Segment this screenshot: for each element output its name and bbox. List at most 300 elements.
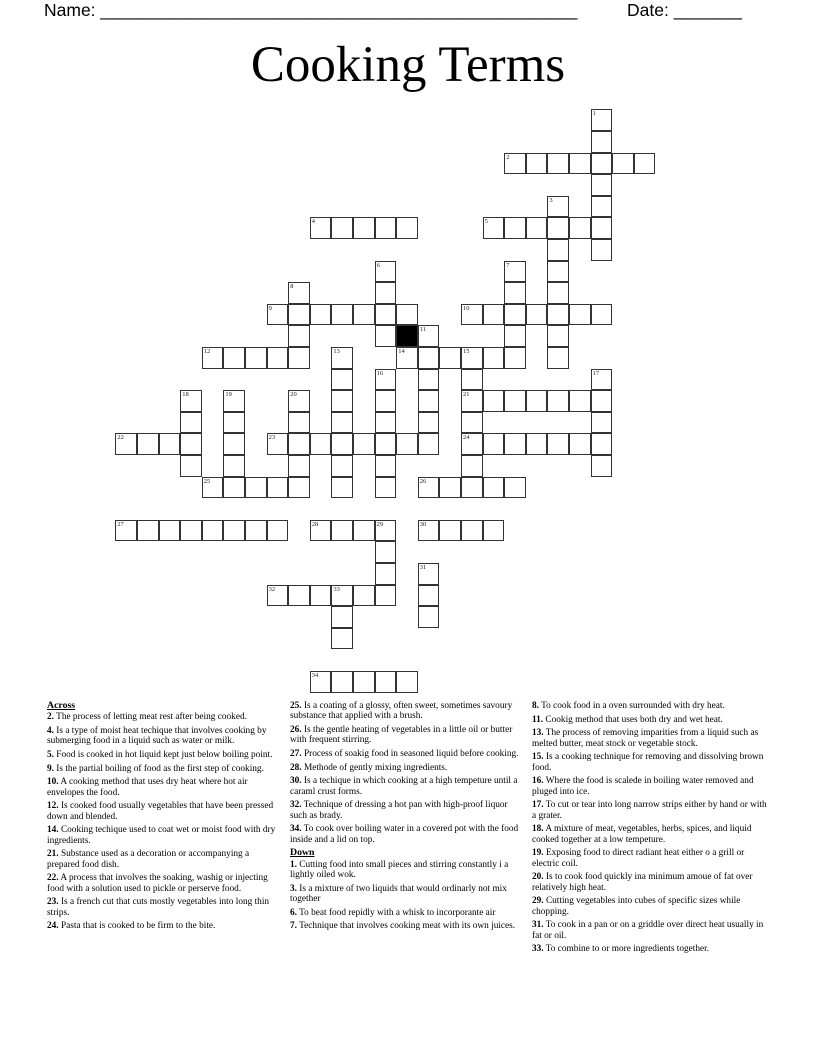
clue-item — [290, 749, 525, 759]
grid-cell[interactable] — [547, 347, 569, 369]
grid-cell[interactable] — [396, 433, 418, 455]
grid-cell[interactable] — [375, 455, 397, 477]
clue-item — [290, 908, 525, 918]
grid-cell[interactable] — [591, 369, 613, 391]
grid-cell[interactable] — [245, 347, 267, 369]
grid-cell[interactable] — [223, 390, 245, 412]
grid-cell[interactable] — [547, 261, 569, 283]
grid-cell[interactable] — [547, 239, 569, 261]
down-heading: Down — [290, 847, 315, 859]
grid-cell[interactable] — [418, 520, 440, 542]
grid-cell[interactable] — [375, 477, 397, 499]
grid-cell[interactable] — [547, 217, 569, 239]
clue-item — [47, 921, 282, 931]
grid-cell[interactable] — [547, 153, 569, 175]
grid-cell[interactable] — [461, 347, 483, 369]
grid-cell[interactable] — [418, 563, 440, 585]
grid-cell[interactable] — [591, 390, 613, 412]
grid-cell[interactable] — [504, 217, 526, 239]
name-field[interactable]: Name: _________________________________________________ — [44, 0, 578, 20]
grid-cell[interactable] — [375, 671, 397, 693]
clue-number: 3. — [290, 883, 297, 894]
cell-number: 30 — [419, 520, 427, 528]
grid-cell[interactable] — [115, 433, 137, 455]
grid-cell[interactable] — [461, 477, 483, 499]
clue-item — [47, 764, 282, 774]
grid-cell[interactable] — [331, 369, 353, 391]
clues-column-1 — [47, 701, 282, 935]
clue-number: 6. — [290, 907, 297, 918]
cell-number: 1 — [592, 110, 596, 118]
clue-text: A mixture of meat, vegetables, herbs, spices, and liquid cooked together at a low tempeture. — [532, 824, 752, 845]
grid-cell[interactable] — [375, 282, 397, 304]
grid-cell[interactable] — [223, 347, 245, 369]
grid-cell[interactable] — [461, 520, 483, 542]
cell-number: 27 — [117, 520, 124, 528]
grid-cell[interactable] — [504, 477, 526, 499]
cell-number: 24 — [463, 434, 470, 442]
grid-cell[interactable] — [461, 412, 483, 434]
grid-cell[interactable] — [267, 520, 289, 542]
grid-cell[interactable] — [634, 153, 656, 175]
grid-cell[interactable] — [331, 390, 353, 412]
grid-cell[interactable] — [288, 282, 310, 304]
cell-number: 6 — [376, 261, 380, 269]
grid-cell[interactable] — [418, 606, 440, 628]
clue-item — [532, 944, 767, 954]
grid-cell[interactable] — [223, 433, 245, 455]
clue-text: To beat food repidly with a whisk to incorporante air — [296, 907, 496, 918]
page-title: Cooking Terms — [250, 37, 566, 93]
clue-item — [290, 776, 525, 797]
grid-cell[interactable] — [526, 217, 548, 239]
clue-text: A process that involves the soaking, washig or injecting food with a solution used to pickle or perserve food. — [47, 873, 268, 894]
clue-text: Food is cooked in hot liquid kept just below boiling point. — [53, 749, 273, 760]
grid-cell[interactable] — [547, 390, 569, 412]
grid-cell[interactable] — [331, 217, 353, 239]
clue-item — [47, 825, 282, 846]
clue-text: Is the partial boiling of food as the first step of cooking. — [53, 763, 264, 774]
clue-item — [532, 824, 767, 845]
grid-cell[interactable] — [569, 153, 591, 175]
grid-cell[interactable] — [483, 433, 505, 455]
cell-number: 11 — [419, 326, 427, 334]
grid-cell[interactable] — [547, 325, 569, 347]
grid-cell[interactable] — [461, 455, 483, 477]
clue-item — [47, 801, 282, 822]
clue-item — [290, 921, 525, 931]
grid-cell[interactable] — [180, 390, 202, 412]
grid-cell[interactable] — [202, 347, 224, 369]
clue-number: 9. — [47, 763, 54, 774]
grid-cell[interactable] — [353, 671, 375, 693]
cell-number: 28 — [311, 520, 319, 528]
grid-cell[interactable] — [331, 477, 353, 499]
grid-cell[interactable] — [288, 304, 310, 326]
clue-number: 26. — [290, 724, 302, 735]
date-field[interactable]: Date: _______ — [627, 0, 742, 20]
grid-cell[interactable] — [461, 390, 483, 412]
grid-cell[interactable] — [504, 282, 526, 304]
clue-item — [47, 726, 282, 747]
grid-cell[interactable] — [591, 217, 613, 239]
grid-cell[interactable] — [439, 477, 461, 499]
grid-cell[interactable] — [331, 628, 353, 650]
clue-item — [47, 873, 282, 894]
clue-item — [290, 824, 525, 845]
clue-number: 10. — [47, 777, 59, 788]
clue-number: 13. — [532, 728, 544, 739]
cell-number: 15 — [463, 348, 470, 355]
grid-cell[interactable] — [267, 433, 289, 455]
clue-number: 27. — [290, 748, 302, 759]
clues-column-2 — [290, 701, 525, 935]
clue-number: 11. — [532, 714, 544, 725]
grid-cell[interactable] — [439, 520, 461, 542]
cell-number: 3 — [549, 196, 553, 204]
grid-cell[interactable] — [267, 304, 289, 326]
clue-item — [47, 750, 282, 760]
grid-cell[interactable] — [504, 325, 526, 347]
clue-number: 20. — [532, 872, 544, 883]
clue-number: 32. — [290, 800, 302, 811]
cell-number: 2 — [506, 153, 510, 161]
grid-cell[interactable] — [396, 304, 418, 326]
grid-cell[interactable] — [331, 347, 353, 369]
clues-column-3 — [532, 701, 767, 958]
grid-cell[interactable] — [375, 520, 397, 542]
clue-number: 2. — [47, 712, 54, 723]
grid-cell[interactable] — [504, 261, 526, 283]
grid-cell[interactable] — [137, 433, 159, 455]
grid-cell[interactable] — [591, 455, 613, 477]
clue-number: 23. — [47, 897, 59, 908]
clue-text: Pasta that is cooked to be firm to the bite. — [58, 921, 216, 932]
clue-item — [290, 725, 525, 746]
grid-cell[interactable] — [526, 153, 548, 175]
grid-cell[interactable] — [310, 217, 332, 239]
clue-text: Is a type of moist heat techique that involves cooking by submerging food in a liquid such as water or milk. — [47, 725, 267, 747]
clue-item — [47, 777, 282, 798]
grid-cell[interactable] — [310, 433, 332, 455]
grid-cell[interactable] — [267, 347, 289, 369]
grid-cell[interactable] — [288, 325, 310, 347]
grid-cell[interactable] — [331, 433, 353, 455]
grid-cell[interactable] — [591, 304, 613, 326]
clue-text: The process of removing imparities from a liquid such as melted butter, meat stock or vegetable stock. — [532, 728, 759, 749]
cell-number: 18 — [182, 391, 189, 399]
clue-text: Is a mixture of two liquids that would ordinarly not mix together — [290, 883, 507, 904]
clue-item — [532, 701, 767, 711]
cell-number: 4 — [311, 218, 316, 226]
grid-cell[interactable] — [569, 433, 591, 455]
grid-cell[interactable] — [504, 433, 526, 455]
grid-cell[interactable] — [331, 412, 353, 434]
clue-number: 1. — [290, 859, 297, 870]
clue-text: Is a french cut that cuts mostly vegetables into long thin strips. — [47, 897, 270, 918]
grid-cell[interactable] — [331, 455, 353, 477]
grid-cell[interactable] — [267, 585, 289, 607]
grid-cell[interactable] — [418, 433, 440, 455]
grid-cell[interactable] — [245, 477, 267, 499]
grid-cell[interactable] — [396, 347, 418, 369]
across-heading: Across — [47, 700, 76, 711]
clue-text: To cook over boiling water in a covered pot with the food inside and a lid on top. — [290, 824, 519, 845]
grid-cell[interactable] — [547, 304, 569, 326]
grid-cell[interactable] — [569, 304, 591, 326]
grid-cell[interactable] — [288, 455, 310, 477]
grid-cell[interactable] — [310, 585, 332, 607]
cell-number: 22 — [117, 434, 124, 442]
cell-number: 16 — [376, 369, 384, 377]
grid-cell[interactable] — [375, 390, 397, 412]
clue-item — [47, 849, 282, 870]
grid-cell[interactable] — [353, 585, 375, 607]
clue-text: Exposing food to direct radiant heat either o a grill or electric coil. — [532, 848, 745, 869]
clue-text: To cut or tear into long narrow strips either by hand or with a grater. — [532, 800, 767, 821]
grid-cell[interactable] — [353, 217, 375, 239]
grid-cell[interactable] — [418, 347, 440, 369]
clue-number: 18. — [532, 824, 544, 835]
grid-cell[interactable] — [288, 433, 310, 455]
grid-cell[interactable] — [418, 390, 440, 412]
grid-cell[interactable] — [504, 390, 526, 412]
clue-text: Is a coating of a glossy, often sweet, sometimes savoury substance that applied with a brush. — [290, 701, 513, 722]
grid-cell[interactable] — [483, 477, 505, 499]
cell-number: 33 — [333, 585, 340, 593]
grid-cell[interactable] — [439, 347, 461, 369]
clue-number: 19. — [532, 848, 544, 859]
cell-number: 25 — [203, 477, 211, 485]
cell-number: 34 — [311, 672, 319, 679]
clue-number: 5. — [47, 749, 54, 760]
grid-cell[interactable] — [591, 153, 613, 175]
grid-cell[interactable] — [591, 196, 613, 218]
grid-cell[interactable] — [245, 520, 267, 542]
grid-cell[interactable] — [612, 153, 634, 175]
cell-number: 17 — [592, 369, 600, 377]
grid-cell[interactable] — [288, 585, 310, 607]
grid-cell[interactable] — [180, 520, 202, 542]
clue-text: To combine to or more ingredients together. — [543, 944, 710, 955]
grid-cell[interactable] — [483, 217, 505, 239]
clue-text: A cooking method that uses dry heat where hot air envelopes the food. — [47, 777, 248, 798]
grid-cell[interactable] — [569, 217, 591, 239]
clue-item — [290, 884, 525, 905]
clue-item — [532, 848, 767, 869]
grid-cell[interactable] — [526, 390, 548, 412]
cell-number: 12 — [203, 348, 211, 355]
clue-number: 29. — [532, 896, 544, 907]
clue-text: Where the food is scalede in boiling water removed and pluged into ice. — [532, 776, 754, 797]
grid-cell[interactable] — [504, 347, 526, 369]
clue-item — [47, 712, 282, 722]
clue-number: 7. — [290, 921, 297, 932]
grid-cell[interactable] — [223, 477, 245, 499]
clue-number: 16. — [532, 776, 544, 787]
cell-number: 31 — [419, 564, 427, 571]
clue-text: Substance used as a decoration or accompanying a prepared food dish. — [47, 849, 250, 870]
grid-cell[interactable] — [483, 390, 505, 412]
grid-cell[interactable] — [180, 412, 202, 434]
grid-cell[interactable] — [418, 369, 440, 391]
grid-cell[interactable] — [267, 477, 289, 499]
grid-cell[interactable] — [504, 304, 526, 326]
cell-number: 32 — [268, 585, 276, 593]
clue-text: Cooking techique used to coat wet or moist food with dry ingredients. — [47, 825, 276, 846]
cell-number: 26 — [419, 477, 427, 485]
grid-cell[interactable] — [375, 433, 397, 455]
clue-item — [532, 872, 767, 893]
clue-text: Cutting food into small pieces and stirring constantly i a lightly oiled wok. — [290, 859, 509, 880]
clue-number: 21. — [47, 849, 59, 860]
cell-number: 19 — [225, 391, 232, 399]
grid-cell[interactable] — [547, 433, 569, 455]
grid-cell[interactable] — [483, 304, 505, 326]
grid-cell[interactable] — [418, 325, 440, 347]
clue-text: The process of letting meat rest after being cooked. — [53, 712, 247, 723]
grid-cell[interactable] — [483, 347, 505, 369]
cell-number: 20 — [290, 391, 297, 399]
clue-number: 4. — [47, 725, 54, 736]
grid-cell[interactable] — [331, 606, 353, 628]
grid-cell[interactable] — [223, 520, 245, 542]
cell-number: 14 — [398, 348, 405, 355]
grid-cell[interactable] — [137, 520, 159, 542]
grid-cell[interactable] — [180, 455, 202, 477]
clue-text: To cook food in a oven surrounded with dry heat. — [538, 701, 725, 711]
grid-cell[interactable] — [591, 239, 613, 261]
clue-text: Technique that involves cooking meat with its own juices. — [296, 921, 516, 932]
clue-item — [290, 763, 525, 773]
grid-cell[interactable] — [483, 520, 505, 542]
grid-cell[interactable] — [202, 520, 224, 542]
grid-cell[interactable] — [461, 304, 483, 326]
grid-cell[interactable] — [331, 671, 353, 693]
grid-cell[interactable] — [591, 433, 613, 455]
grid-cell[interactable] — [591, 412, 613, 434]
grid-cell[interactable] — [159, 520, 181, 542]
clue-number: 8. — [532, 701, 539, 711]
grid-cell[interactable] — [526, 304, 548, 326]
clue-item — [290, 800, 525, 821]
grid-cell[interactable] — [547, 196, 569, 218]
grid-cell[interactable] — [547, 282, 569, 304]
grid-cell[interactable] — [461, 433, 483, 455]
cell-number: 7 — [506, 261, 510, 269]
grid-cell[interactable] — [288, 347, 310, 369]
grid-cell[interactable] — [375, 585, 397, 607]
grid-cell[interactable] — [180, 433, 202, 455]
grid-cell[interactable] — [375, 261, 397, 283]
clue-number: 30. — [290, 776, 302, 787]
grid-cell[interactable] — [569, 390, 591, 412]
clue-text: Methode of gently mixing ingredients. — [301, 762, 448, 773]
grid-cell[interactable] — [310, 304, 332, 326]
clue-item — [532, 896, 767, 917]
grid-cell[interactable] — [418, 477, 440, 499]
grid-cell[interactable] — [288, 390, 310, 412]
clue-number: 12. — [47, 801, 59, 812]
clue-text: Process of soakig food in seasoned liquid before cooking. — [301, 748, 519, 759]
cell-number: 8 — [290, 283, 294, 291]
grid-cell[interactable] — [331, 585, 353, 607]
clue-item — [290, 701, 525, 722]
grid-cell[interactable] — [353, 433, 375, 455]
grid-cell[interactable] — [223, 412, 245, 434]
clue-text: Is the gentle heating of vegetables in a little oil or butter with frequent stirring. — [290, 724, 513, 746]
cell-number: 23 — [268, 434, 276, 442]
clue-number: 34. — [290, 824, 302, 835]
cell-number: 5 — [484, 218, 488, 226]
grid-cell[interactable] — [375, 541, 397, 563]
grid-cell[interactable] — [331, 520, 353, 542]
clue-text: Is to cook food quickly ina minimum amoue of fat over relatively high heat. — [532, 872, 753, 893]
grid-cell[interactable] — [331, 304, 353, 326]
grid-cell[interactable] — [375, 563, 397, 585]
grid-cell[interactable] — [375, 369, 397, 391]
clue-text: To cook in a pan or on a griddle over direct heat usually in fat or oil. — [532, 920, 764, 941]
grid-cell[interactable] — [375, 217, 397, 239]
shaded-cell — [396, 325, 418, 347]
grid-cell[interactable] — [288, 477, 310, 499]
clue-item — [532, 776, 767, 797]
clue-number: 28. — [290, 762, 302, 773]
grid-cell[interactable] — [223, 455, 245, 477]
grid-cell[interactable] — [159, 433, 181, 455]
grid-cell[interactable] — [396, 671, 418, 693]
grid-cell[interactable] — [418, 412, 440, 434]
grid-cell[interactable] — [504, 153, 526, 175]
grid-cell[interactable] — [310, 520, 332, 542]
clue-number: 24. — [47, 921, 59, 932]
clue-number: 22. — [47, 873, 59, 884]
clue-item — [532, 715, 767, 725]
clue-number: 33. — [532, 944, 544, 955]
grid-cell[interactable] — [375, 304, 397, 326]
clue-text: Cutting vegetables into cubes of specific sizes while chopping. — [532, 896, 741, 917]
grid-cell[interactable] — [375, 412, 397, 434]
grid-cell[interactable] — [396, 217, 418, 239]
clue-number: 15. — [532, 752, 544, 763]
grid-cell[interactable] — [591, 174, 613, 196]
clue-text: Cookig method that uses both dry and wet heat. — [543, 714, 723, 725]
grid-cell[interactable] — [461, 369, 483, 391]
cell-number: 10 — [463, 304, 470, 312]
clue-item — [532, 752, 767, 773]
clue-item — [532, 728, 767, 749]
clue-item — [532, 800, 767, 821]
clue-item — [290, 860, 525, 881]
grid-cell[interactable] — [418, 585, 440, 607]
grid-cell[interactable] — [353, 304, 375, 326]
grid-cell[interactable] — [591, 109, 613, 131]
grid-cell[interactable] — [353, 520, 375, 542]
grid-cell[interactable] — [202, 477, 224, 499]
grid-cell[interactable] — [115, 520, 137, 542]
grid-cell[interactable] — [591, 131, 613, 153]
clue-text: Is a techique in which cooking at a high tempeture until a caraml crust forms. — [290, 776, 518, 797]
clue-number: 14. — [47, 825, 59, 836]
grid-cell[interactable] — [310, 671, 332, 693]
cell-number: 9 — [268, 304, 272, 312]
cell-number: 29 — [376, 520, 384, 528]
grid-cell[interactable] — [375, 325, 397, 347]
grid-cell[interactable] — [526, 433, 548, 455]
grid-cell[interactable] — [288, 412, 310, 434]
clue-text: Technique of dressing a hot pan with high-proof liquor such as brady. — [290, 800, 508, 821]
clue-number: 17. — [532, 800, 544, 811]
